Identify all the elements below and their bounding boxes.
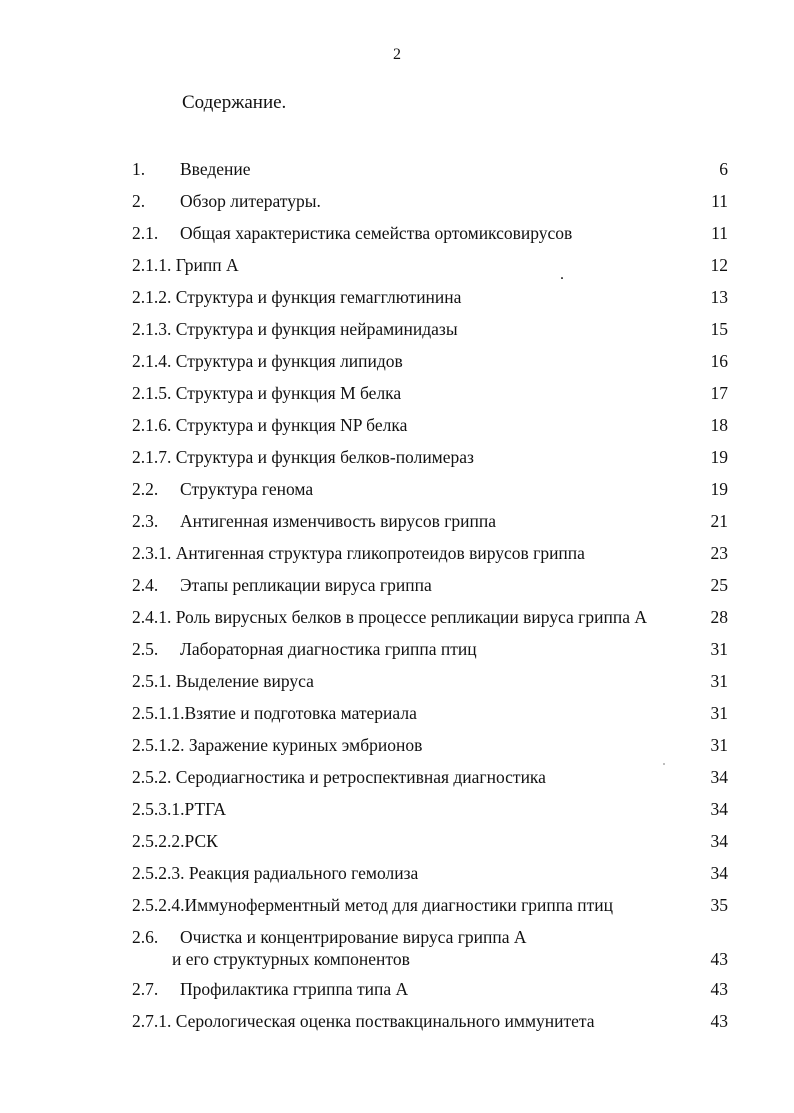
toc-section-title [172, 926, 527, 970]
toc-page-number: 13 [710, 287, 728, 307]
toc-section-title: РТГА [184, 799, 226, 819]
toc-section-title: Структура и функция NP белка [175, 415, 408, 435]
toc-entry [132, 766, 728, 788]
toc-page-number: 23 [710, 543, 728, 563]
toc-entry [132, 382, 728, 404]
toc-entry [132, 638, 728, 660]
toc-section-title: Общая характеристика семейства ортомиксовирусов [180, 223, 573, 243]
toc-page-number: 19 [710, 447, 728, 467]
toc-section-number: 2.3.1. [132, 543, 172, 563]
toc-section-line [132, 894, 613, 916]
toc-page-number: 28 [710, 607, 728, 627]
toc-entry [132, 542, 728, 564]
toc-page-number: 31 [710, 671, 728, 691]
toc-entry [132, 222, 728, 244]
toc-section-line [132, 830, 218, 852]
toc-entry [132, 254, 728, 276]
toc-section-title-line1: Очистка и концентрирование вируса гриппа А [180, 927, 527, 947]
toc-entry [132, 190, 728, 212]
toc-page-number: 17 [710, 383, 728, 403]
toc-section-number: 2.7.1. [132, 1011, 172, 1031]
toc-page-number: 43 [710, 949, 728, 969]
toc-page-number: 25 [710, 575, 728, 595]
toc-section-number: 2.2. [132, 479, 159, 499]
toc-entry [132, 446, 728, 468]
toc-section-number: 2.5.1.1. [132, 703, 185, 723]
toc-entry [132, 670, 728, 692]
toc-section-line [132, 382, 401, 404]
toc-section-line [132, 702, 417, 724]
toc-section-number: 2.1.4. [132, 351, 172, 371]
toc-page-number: 34 [710, 863, 728, 883]
toc-page-number: 21 [710, 511, 728, 531]
scan-artifact-dot: . [560, 266, 564, 283]
toc-section-title: Лабораторная диагностика гриппа птиц [180, 639, 477, 659]
toc-section-number: 2.1. [132, 223, 159, 243]
toc-section-line [132, 414, 407, 436]
toc-page-number: 18 [710, 415, 728, 435]
toc-section-number: 2.5.2.2. [132, 831, 185, 851]
toc-entry [132, 734, 728, 756]
toc-section-title: Введение [180, 159, 251, 179]
toc-entry [132, 158, 728, 180]
page-title: Содержание. [182, 92, 287, 113]
toc-section-number: 2.5.2.4. [132, 895, 185, 915]
toc-section-number: 2.1.3. [132, 319, 172, 339]
toc-entry [132, 286, 728, 308]
toc-section-number: 2.1.2. [132, 287, 172, 307]
toc-section-title: Структура генома [180, 479, 314, 499]
toc-section-number: 2.7. [132, 979, 159, 999]
toc-section-title: Структура и функция липидов [175, 351, 403, 371]
toc-entry [132, 702, 728, 724]
toc-section-line [132, 286, 461, 308]
toc-section-title: Структура и функция гемагглютинина [175, 287, 462, 307]
toc-section-title: Обзор литературы. [180, 191, 321, 211]
toc-page-number: 31 [710, 639, 728, 659]
toc-entry [132, 862, 728, 884]
toc-page-number: 31 [710, 735, 728, 755]
toc-section-number: 2.4.1. [132, 607, 172, 627]
toc-page-number: 12 [710, 255, 728, 275]
toc-section-title: Заражение куриных эмбрионов [188, 735, 423, 755]
toc-entry [132, 1010, 728, 1032]
toc-section-number: 2.6. [132, 927, 159, 947]
toc-section-number: 2.1.7. [132, 447, 172, 467]
toc-page-number: 6 [719, 159, 728, 179]
toc-page-number: 11 [711, 223, 728, 243]
toc-section-line [132, 350, 403, 372]
toc-entry [132, 574, 728, 596]
toc-page-number: 35 [710, 895, 728, 915]
toc-section-title: Взятие и подготовка материала [184, 703, 417, 723]
toc-section-number: 2. [132, 191, 146, 211]
toc-section-number: 2.5.3.1. [132, 799, 185, 819]
toc-entry [132, 894, 728, 916]
toc-section-number: 2.3. [132, 511, 159, 531]
toc-section-line [132, 1010, 595, 1032]
toc-entry [132, 606, 728, 628]
toc-section-line [132, 670, 314, 692]
toc-section-line [132, 798, 226, 820]
toc-section-number: 2.5.1.2. [132, 735, 185, 755]
toc-entry [132, 926, 728, 970]
toc-section-title: Профилактика гтриппа типа А [180, 979, 409, 999]
toc-section-line [132, 862, 418, 884]
toc-entry [132, 318, 728, 340]
toc-entry [132, 510, 728, 532]
toc-section-number: 1. [132, 159, 146, 179]
toc-page-number: 15 [710, 319, 728, 339]
toc-section-title: Серодиагностика и ретроспективная диагностика [175, 767, 546, 787]
toc-section-title: Структура и функция нейраминидазы [175, 319, 458, 339]
toc-page-number: 43 [710, 1011, 728, 1031]
toc-section-number: 2.5. [132, 639, 159, 659]
toc-section-number: 2.1.6. [132, 415, 172, 435]
toc-section-line [132, 542, 585, 564]
toc-page-number: 34 [710, 799, 728, 819]
toc-section-number: 2.5.1. [132, 671, 172, 691]
toc-section-title: Этапы репликации вируса гриппа [180, 575, 432, 595]
toc-section-title: Грипп А [175, 255, 239, 275]
toc-section-line [132, 318, 458, 340]
toc-entry [132, 350, 728, 372]
toc-section-title: Иммуноферментный метод для диагностики гриппа птиц [184, 895, 614, 915]
toc-page-number: 31 [710, 703, 728, 723]
toc-entry [132, 798, 728, 820]
toc-entry [132, 478, 728, 500]
toc-section-number: 2.1.5. [132, 383, 172, 403]
toc-entry [132, 978, 728, 1000]
toc-section-title: Реакция радиального гемолиза [188, 863, 419, 883]
toc-section-title: Роль вирусных белков в процессе репликации вируса гриппа А [175, 607, 647, 627]
toc-entry [132, 414, 728, 436]
toc-page-number: 34 [710, 767, 728, 787]
toc-section-number: 2.5.2. [132, 767, 172, 787]
toc-section-title: Структура и функция белков-полимераз [175, 447, 474, 467]
toc-page-number: 43 [710, 979, 728, 999]
toc-section-title: Антигенная структура гликопротеидов вирусов гриппа [175, 543, 585, 563]
toc-section-title: РСК [184, 831, 218, 851]
toc-section-title: Выделение вируса [175, 671, 314, 691]
toc-entry [132, 830, 728, 852]
toc-section-line [132, 766, 546, 788]
toc-page-number: 11 [711, 191, 728, 211]
toc-section-line [132, 254, 239, 276]
page-number: 2 [393, 46, 401, 63]
toc-section-line [132, 734, 422, 756]
toc-page-number: 16 [710, 351, 728, 371]
toc-section-title: Антигенная изменчивость вирусов гриппа [180, 511, 496, 531]
toc-page-number: 19 [710, 479, 728, 499]
toc-section-title: Серологическая оценка поствакцинального иммунитета [175, 1011, 595, 1031]
toc-section-line [132, 446, 474, 468]
toc-section-number: 2.1.1. [132, 255, 172, 275]
toc-section-number: 2.5.2.3. [132, 863, 185, 883]
scan-artifact-speck [663, 763, 665, 765]
toc-section-title: Структура и функция М белка [175, 383, 402, 403]
toc-page-number: 34 [710, 831, 728, 851]
toc-section-title-line2: и его структурных компонентов [172, 949, 410, 969]
toc-section-line [132, 606, 647, 628]
toc-section-number: 2.4. [132, 575, 159, 595]
